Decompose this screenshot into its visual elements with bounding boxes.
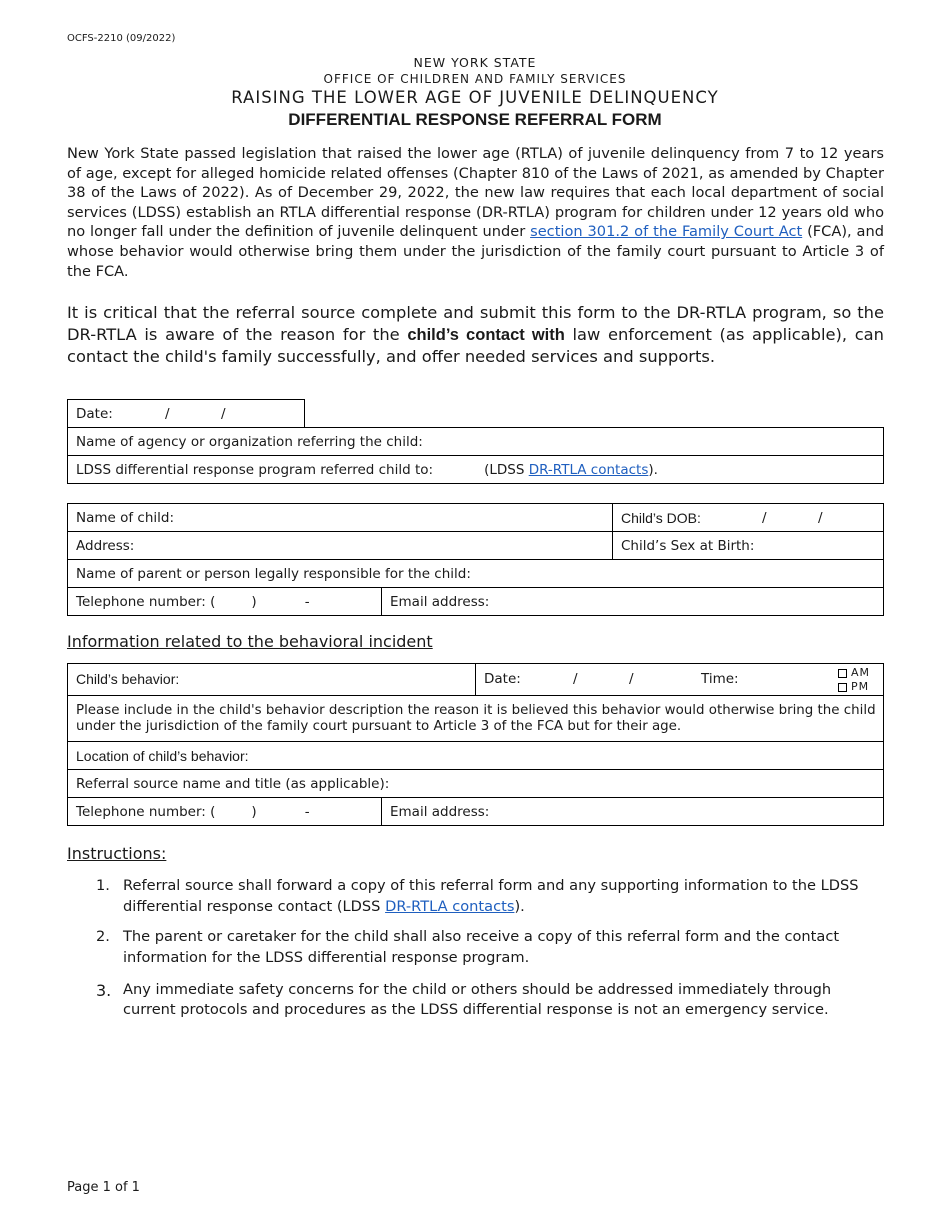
- am-checkbox[interactable]: [838, 669, 847, 678]
- location-field[interactable]: Location of child’s behavior:: [76, 748, 249, 764]
- row-divider: [67, 531, 884, 532]
- child-name-field[interactable]: Name of child:: [76, 510, 175, 526]
- parent-name-field[interactable]: Name of parent or person legally responsible for the child:: [76, 566, 471, 582]
- ldss-program-label: LDSS differential response program referred child to:: [76, 462, 434, 478]
- ldss-paren-close: ).: [648, 462, 658, 478]
- row-divider: [67, 769, 884, 770]
- phone-label: Telephone number: (: [76, 594, 216, 610]
- phone-label: Telephone number: (: [76, 804, 216, 820]
- form-name: DIFFERENTIAL RESPONSE REFERRAL FORM: [288, 110, 662, 129]
- pm-option[interactable]: [838, 681, 869, 693]
- form-code: OCFS-2210 (09/2022): [67, 33, 176, 44]
- behavior-note: Please include in the child's behavior description the reason it is believed this behavior would otherwise bring the child under the jurisdiction of the family court pursuant to Article 3 of the FCA but for their age.: [76, 703, 876, 734]
- instruction-text: Any immediate safety concerns for the child or others should be addressed immediately through current protocols and procedures as the LDSS differential response is not an emergency service.: [123, 981, 832, 1018]
- am-label: AM: [851, 666, 871, 679]
- instruction-number: 2.: [96, 928, 110, 945]
- critical-paragraph: [67, 302, 884, 368]
- critical-bold-text: child’s contact with: [407, 325, 565, 344]
- office-name: OFFICE OF CHILDREN AND FAMILY SERVICES: [323, 72, 627, 86]
- family-court-act-link[interactable]: section 301.2 of the Family Court Act: [530, 223, 803, 241]
- agency-field[interactable]: Name of agency or organization referring the child:: [76, 434, 423, 450]
- row-divider: [67, 741, 884, 742]
- phone-paren-close: ): [251, 804, 257, 820]
- phone-dash: -: [304, 594, 310, 610]
- ldss-paren-open: (LDSS: [484, 462, 529, 478]
- row-divider: [67, 559, 884, 560]
- intro-text-1: New York State passed legislation that raised the lower age (RTLA) of juvenile delinquency from 7 to 12 years of age, except for alleged homicide related offenses (Chapter 810 of the Laws of 2021, as amended by Chapter 38 of the Laws of 2022). As of December 29, 2022, the new law requires that each local department of social services (LDSS) establish an RTLA differential response (DR-RTLA) program for children under 12 years old who no longer fall under the definition of juvenile delinquent under: [67, 145, 884, 241]
- date-separator: /: [221, 406, 226, 422]
- am-option[interactable]: [838, 667, 870, 679]
- date-separator: /: [762, 510, 767, 526]
- parent-phone-field[interactable]: [76, 594, 310, 610]
- row-divider: [67, 797, 884, 798]
- child-behavior-field[interactable]: Child’s behavior:: [76, 671, 180, 687]
- date-label: Date:: [76, 406, 113, 422]
- date-separator: /: [573, 671, 578, 687]
- critical-text-1: It is critical that the referral source complete and submit this form to the DR-RTLA program, so the DR-RTLA is aware of the reason for the: [67, 303, 884, 344]
- dr-rtla-contacts-link[interactable]: DR-RTLA contacts: [528, 462, 649, 478]
- date-separator: /: [818, 510, 823, 526]
- ldss-program-field[interactable]: [76, 462, 658, 478]
- row-divider: [67, 587, 884, 588]
- referral-email-field[interactable]: Email address:: [390, 804, 490, 820]
- form-title: RAISING THE LOWER AGE OF JUVENILE DELINQUENCY: [231, 88, 719, 107]
- referral-phone-field[interactable]: [76, 804, 310, 820]
- instruction-number: 3.: [96, 981, 112, 1000]
- child-sex-field[interactable]: Child’s Sex at Birth:: [621, 538, 755, 554]
- critical-text-2: law enforcement (as applicable), can contact the child's family successfully, and offer needed services and supports.: [67, 324, 884, 366]
- instruction-text: The parent or caretaker for the child shall also receive a copy of this referral form and the contact information for the LDSS differential response program.: [123, 928, 840, 966]
- instruction-item: [96, 875, 876, 917]
- instruction-text: Referral source shall forward a copy of this referral form and any supporting information to the LDSS differential response contact (LDSS: [123, 877, 859, 915]
- referral-source-field[interactable]: Referral source name and title (as applicable):: [76, 776, 390, 792]
- phone-paren-close: ): [251, 594, 257, 610]
- row-divider: [67, 455, 884, 456]
- instruction-number: 1.: [96, 877, 110, 894]
- incident-date-label: Date:: [484, 671, 521, 687]
- phone-dash: -: [304, 804, 310, 820]
- form-header: [0, 55, 950, 131]
- instructions-title: Instructions:: [67, 844, 167, 863]
- dr-rtla-contacts-link[interactable]: DR-RTLA contacts: [385, 898, 515, 915]
- pm-checkbox[interactable]: [838, 683, 847, 692]
- incident-section-title: Information related to the behavioral incident: [67, 632, 433, 651]
- intro-text-2: (FCA), and whose behavior would otherwise bring them under the jurisdiction of the family court pursuant to Article 3 of the FCA.: [67, 223, 885, 280]
- state-name: NEW YORK STATE: [413, 55, 537, 70]
- column-divider: [381, 587, 382, 616]
- column-divider: [381, 797, 382, 826]
- date-separator: /: [165, 406, 170, 422]
- parent-email-field[interactable]: Email address:: [390, 594, 490, 610]
- instruction-item: [96, 926, 876, 968]
- incident-time-label: Time:: [701, 671, 739, 687]
- date-separator: /: [629, 671, 634, 687]
- child-dob-field[interactable]: Child’s DOB:: [621, 510, 701, 526]
- column-divider: [475, 663, 476, 695]
- intro-paragraph: [67, 144, 884, 281]
- page-number: Page 1 of 1: [67, 1180, 140, 1195]
- address-field[interactable]: Address:: [76, 538, 135, 554]
- pm-label: PM: [851, 680, 870, 693]
- instruction-item: [96, 980, 876, 1020]
- column-divider: [612, 503, 613, 559]
- row-divider: [67, 695, 884, 696]
- instruction-text-end: ).: [514, 898, 525, 915]
